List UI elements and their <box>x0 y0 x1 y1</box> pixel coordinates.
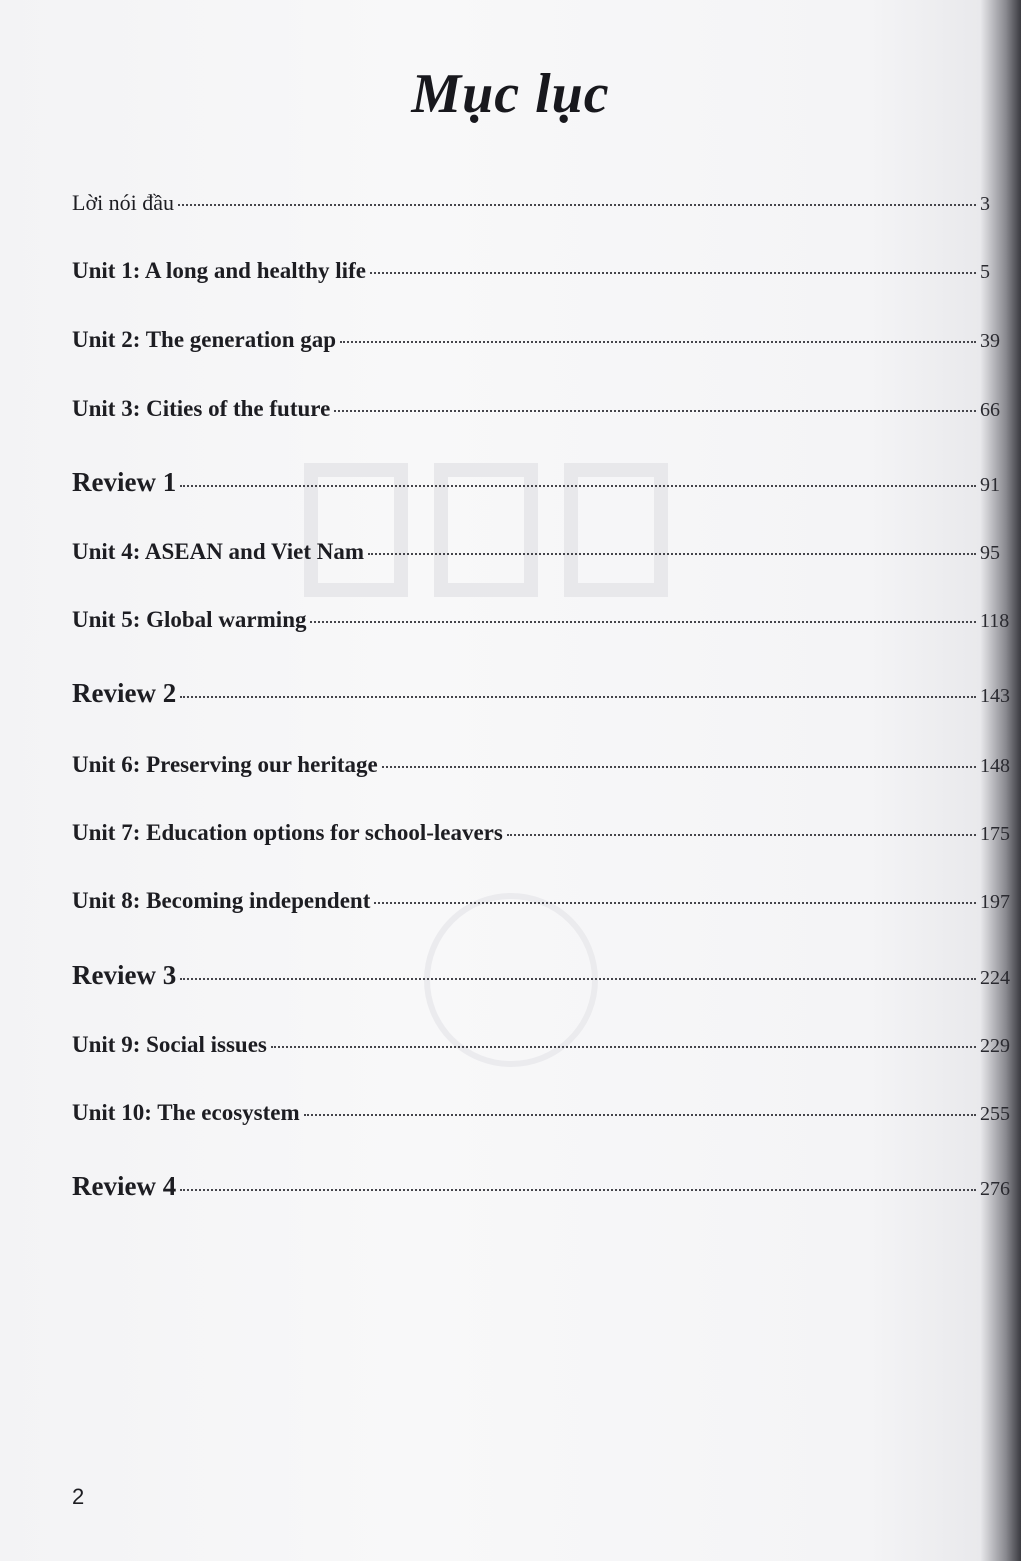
toc-entry-page: 5 <box>980 261 990 283</box>
dot-leader <box>340 339 976 343</box>
dot-leader <box>180 694 976 698</box>
toc-entry[interactable] <box>72 960 1010 991</box>
toc-entry-label: Review 2 <box>72 678 177 708</box>
toc-entry-label: Review 4 <box>72 1171 177 1201</box>
toc-entry[interactable] <box>72 1171 1010 1202</box>
toc-entry[interactable] <box>72 1100 1010 1126</box>
toc-entry-page: 229 <box>980 1035 1010 1057</box>
page-title: Mục lục <box>411 63 610 125</box>
dot-leader <box>180 1187 976 1191</box>
toc-entry-page: 224 <box>980 967 1010 989</box>
dot-leader <box>310 619 976 623</box>
toc-entry-label: Unit 4: ASEAN and Viet Nam <box>72 539 365 564</box>
toc-entry-label: Unit 10: The ecosystem <box>72 1100 300 1125</box>
dot-leader <box>180 976 976 980</box>
dot-leader <box>507 832 976 836</box>
toc-entry[interactable] <box>72 678 1010 709</box>
toc-entry-page: 143 <box>980 685 1010 707</box>
toc-entry-page: 39 <box>980 330 1000 352</box>
toc-entry-label: Review 3 <box>72 960 177 990</box>
toc-entry[interactable] <box>72 820 1010 846</box>
dot-leader <box>334 408 976 412</box>
toc-entry[interactable] <box>72 752 1010 778</box>
toc-entry[interactable] <box>72 1032 1010 1058</box>
toc-entry[interactable] <box>72 607 1010 633</box>
toc-entry-page: 255 <box>980 1103 1010 1125</box>
dot-leader <box>178 202 976 206</box>
dot-leader <box>382 764 976 768</box>
dot-leader <box>374 900 976 904</box>
toc-entry[interactable] <box>72 539 1010 565</box>
toc-entry-label: Unit 9: Social issues <box>72 1032 267 1057</box>
toc-entry-label: Unit 6: Preserving our heritage <box>72 752 378 777</box>
toc-entry[interactable] <box>72 396 1010 422</box>
toc-entry-label: Unit 3: Cities of the future <box>72 396 331 421</box>
toc-entry-page: 276 <box>980 1178 1010 1200</box>
toc-entry-label: Unit 2: The generation gap <box>72 327 337 352</box>
toc-entry-label: Unit 5: Global warming <box>72 607 307 632</box>
toc-entry[interactable] <box>72 888 1010 914</box>
toc-entry-page: 95 <box>980 542 1000 564</box>
dot-leader <box>304 1112 976 1116</box>
toc-entry-page: 91 <box>980 474 1000 496</box>
toc-entry-page: 175 <box>980 823 1010 845</box>
toc-entry-label: Lời nói đầu <box>72 190 175 215</box>
toc-entry-label: Unit 8: Becoming independent <box>72 888 371 913</box>
toc-entry-label: Unit 1: A long and healthy life <box>72 258 366 283</box>
toc-entry-page: 148 <box>980 755 1010 777</box>
toc-entry-page: 66 <box>980 399 1000 421</box>
toc-entry[interactable] <box>72 467 1010 498</box>
toc-entry[interactable] <box>72 190 1010 216</box>
toc-entry-page: 3 <box>980 193 990 215</box>
toc-entry-label: Unit 7: Education options for school-leavers <box>72 820 503 845</box>
page-number: 2 <box>72 1484 85 1509</box>
dot-leader <box>368 551 976 555</box>
toc-entry[interactable] <box>72 327 1010 353</box>
dot-leader <box>271 1044 976 1048</box>
toc-entry[interactable] <box>72 258 1010 284</box>
dot-leader <box>180 483 976 487</box>
dot-leader <box>370 270 976 274</box>
toc-entry-page: 197 <box>980 891 1010 913</box>
toc-entry-page: 118 <box>980 610 1010 632</box>
toc-entry-label: Review 1 <box>72 467 177 497</box>
